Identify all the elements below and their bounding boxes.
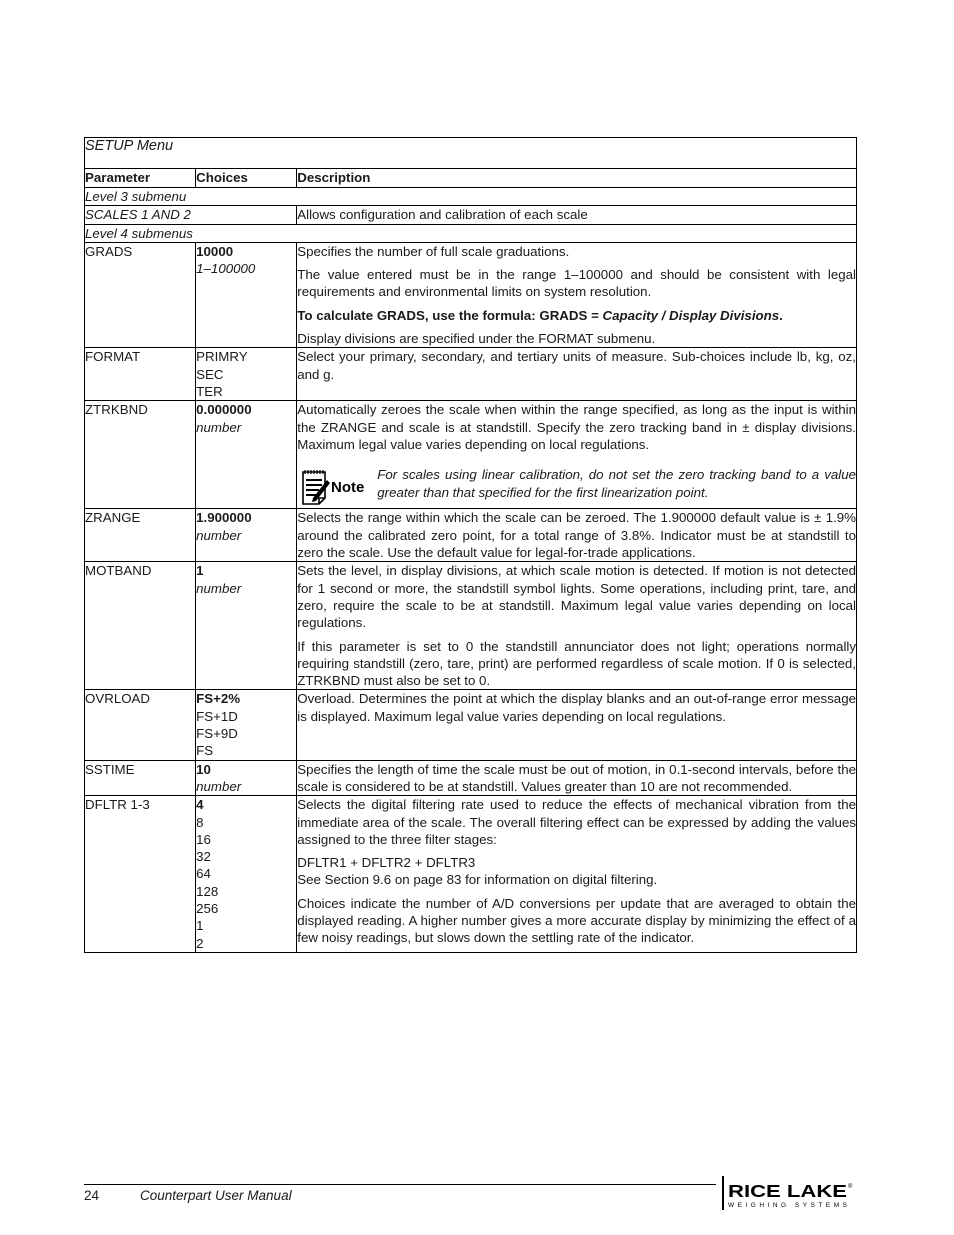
table-row (85, 562, 857, 690)
choice-default: FS+2% (196, 691, 241, 707)
desc-format (297, 348, 857, 401)
desc-zrange (297, 509, 857, 562)
choices-sstime (196, 760, 297, 796)
choice-item: 1 (196, 918, 204, 934)
desc-sstime (297, 760, 857, 796)
choice-item: 128 (196, 883, 219, 899)
param-motband: MOTBAND (85, 562, 196, 690)
note-label: Note (331, 479, 365, 497)
param-ztrkbnd: ZTRKBND (85, 401, 196, 509)
scales-description: Allows configuration and calibration of each scale (297, 206, 857, 224)
choice-item: 2 (196, 935, 204, 951)
formula-expression: Capacity / Display Divisions (602, 307, 780, 323)
choice-range: 1–100000 (196, 261, 256, 277)
desc-dfltr (297, 796, 857, 953)
table-row (85, 796, 857, 953)
desc-formula (297, 307, 856, 324)
desc-paragraph: Automatically zeroes the scale when within the range specified, as long as the input is within the ZRANGE and scale is at standstill. Specify the zero tracking band in ± display divisions. Maximum legal value varies depending on local regulations. (297, 402, 856, 452)
desc-ztrkbnd (297, 401, 857, 509)
choice-item: 256 (196, 900, 219, 916)
table-header-row (85, 169, 857, 188)
choices-ovrload (196, 690, 297, 760)
choices-zrange (196, 509, 297, 562)
scales-row (85, 206, 857, 224)
choices-grads (196, 242, 297, 347)
note-text: For scales using linear calibration, do not set the zero tracking band to a value greater than that specified for the first linearization point. (377, 467, 856, 500)
section-reference: See Section 9.6 on page 83 for information on digital filtering. (297, 872, 658, 888)
desc-grads (297, 242, 857, 347)
choice-item: FS+1D (196, 708, 238, 724)
level3-row (85, 188, 857, 206)
filter-formula: DFLTR1 + DFLTR2 + DFLTR3 (297, 855, 476, 871)
choice-default: 1 (196, 563, 204, 579)
logo-wordmark: RICE LAKE (728, 1181, 847, 1201)
desc-paragraph: Selects the digital filtering rate used to reduce the effects of mechanical vibration from the immediate area of the scale. The overall filtering effect can be expressed by adding the values assigned to the three filter stages: (297, 797, 856, 847)
choice-item: PRIMRY (196, 349, 248, 365)
choice-item: 64 (196, 866, 211, 882)
scales-label: SCALES 1 AND 2 (85, 206, 297, 224)
param-grads: GRADS (85, 242, 196, 347)
header-choices: Choices (196, 169, 297, 188)
desc-paragraph: Specifies the number of full scale graduations. (297, 243, 570, 259)
level3-label: Level 3 submenu (85, 188, 857, 206)
desc-paragraph: Specifies the length of time the scale must be out of motion, in 0.1-second intervals, before the scale is considered to be at standstill. Values greater than 10 are not recommended. (297, 761, 856, 794)
choice-item: TER (196, 383, 223, 399)
page-number: 24 (84, 1188, 100, 1203)
footer-rule (84, 1184, 716, 1185)
choice-item: SEC (196, 366, 224, 382)
rice-lake-logo (722, 1176, 854, 1210)
param-dfltr: DFLTR 1-3 (85, 796, 196, 953)
desc-paragraph: Select your primary, secondary, and tertiary units of measure. Sub-choices include lb, kg, oz, and g. (297, 349, 856, 382)
setup-menu-table (84, 137, 857, 953)
choice-item: 16 (196, 831, 211, 847)
desc-paragraph: Sets the level, in display divisions, at which scale motion is detected. If motion is not detected for 1 second or more, the standstill symbol lights. Some operations, including print, tare, and zero, require the scale to be at standstill. Maximum legal value varies depending on local regulations. (297, 563, 856, 631)
desc-paragraph: Selects the range within which the scale can be zeroed. The 1.900000 default value is ± 1.9% around the calibrated zero point, for a total range of 3.8%. Indicator must be at standstill to zero the scale. Use the default value for legal-for-trade applications. (297, 510, 856, 561)
table-row (85, 760, 857, 796)
level4-label: Level 4 submenus (85, 224, 857, 242)
table-row (85, 690, 857, 760)
choice-default: 10 (196, 761, 211, 777)
desc-paragraph: If this parameter is set to 0 the standstill annunciator does not light; operations normally requiring standstill (zero, tare, print) are performed regardless of scale motion. If 0 is selected, ZTRKBND must also be set to 0. (297, 638, 856, 689)
param-sstime: SSTIME (85, 760, 196, 796)
desc-paragraph (297, 854, 856, 889)
table-row (85, 509, 857, 562)
table-row (85, 401, 857, 509)
choice-item: 32 (196, 849, 211, 865)
choice-item: 8 (196, 814, 204, 830)
level4-row (85, 224, 857, 242)
desc-paragraph: The value entered must be in the range 1–100000 and should be consistent with legal requirements and environmental limits on system resolution. (297, 267, 856, 300)
choice-default: 1.900000 (196, 510, 252, 526)
choice-default: 4 (196, 797, 204, 813)
logo-tagline: WEIGHING SYSTEMS (728, 1202, 847, 1209)
table-row (85, 348, 857, 401)
desc-paragraph: Choices indicate the number of A/D conversions per update that are averaged to obtain the displayed reading. A higher number gives a more accurate display by minimizing the effect of a few noisy readings, but slows down the settling rate of the indicator. (297, 895, 856, 946)
logo-bar (722, 1176, 724, 1210)
choices-ztrkbnd (196, 401, 297, 509)
manual-title: Counterpart User Manual (140, 1188, 292, 1203)
desc-paragraph: Overload. Determines the point at which the display blanks and an out-of-range error message is displayed. Maximum legal value varies depending on local regulations. (297, 691, 856, 724)
choice-item: FS+9D (196, 726, 238, 742)
choice-default: 0.000000 (196, 402, 252, 418)
logo-registered: ® (848, 1184, 853, 1190)
header-parameter: Parameter (85, 169, 196, 188)
choice-range: number (196, 419, 242, 435)
desc-ovrload (297, 690, 857, 760)
choices-dfltr (196, 796, 297, 953)
choice-item: FS (196, 743, 214, 759)
choice-range: number (196, 580, 242, 596)
param-ovrload: OVRLOAD (85, 690, 196, 760)
note-box (297, 466, 856, 508)
formula-prefix: To calculate GRADS, use the formula: GRADS = (297, 307, 603, 323)
param-format: FORMAT (85, 348, 196, 401)
choice-range: number (196, 527, 242, 543)
header-description: Description (297, 169, 857, 188)
choices-motband (196, 562, 297, 690)
formula-suffix: . (779, 307, 783, 323)
choices-format (196, 348, 297, 401)
choice-default: 10000 (196, 243, 234, 259)
param-zrange: ZRANGE (85, 509, 196, 562)
desc-paragraph: Display divisions are specified under the FORMAT submenu. (297, 331, 656, 347)
desc-motband (297, 562, 857, 690)
choice-range: number (196, 778, 242, 794)
table-row (85, 242, 857, 347)
note-icon (299, 468, 377, 508)
table-title-row (85, 138, 857, 169)
table-title: SETUP Menu (85, 138, 857, 169)
